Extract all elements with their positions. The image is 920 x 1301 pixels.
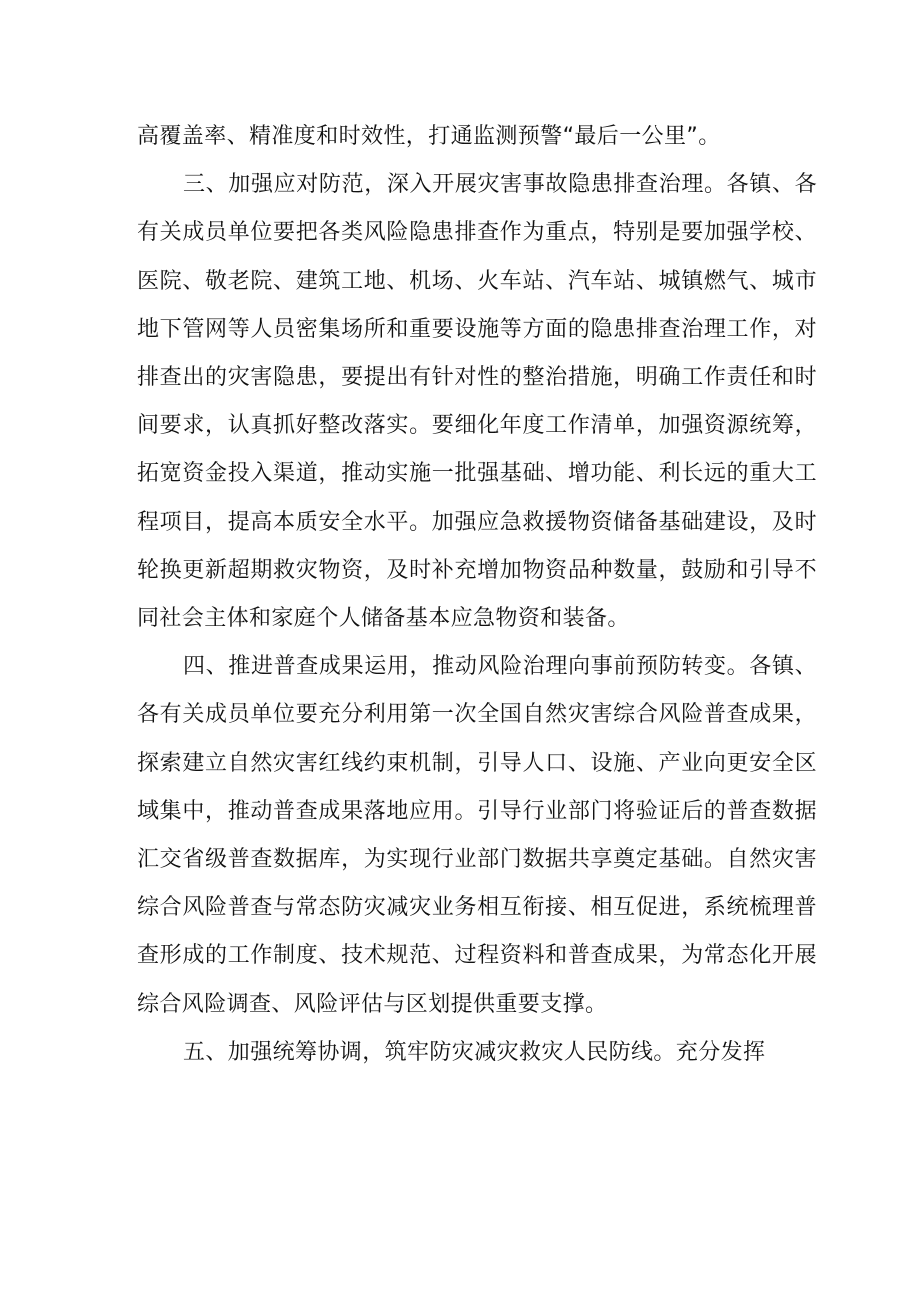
paragraph-section-three: 三、加强应对防范，深入开展灾害事故隐患排查治理。各镇、各有关成员单位要把各类风险隐患排查作为重点，特别是要加强学校、医院、敬老院、建筑工地、机场、火车站、汽车站、城镇燃气、城市地下管网等人员密集场所和重要设施等方面的隐患排查治理工作，对排查出的灾害隐患，要提出有针对性的整治措施，明确工作责任和时间要求，认真抓好整改落实。要细化年度工作清单，加强资源统筹，拓宽资金投入渠道，推动实施一批强基础、增功能、利长远的重大工程项目，提高本质安全水平。加强应急救援物资储备基础建设，及时轮换更新超期救灾物资，及时补充增加物资品种数量，鼓励和引导不同社会主体和家庭个人储备基本应急物资和装备。	[137, 172, 817, 632]
document-body	[137, 113, 817, 1077]
paragraph-section-five: 五、加强统筹协调，筑牢防灾减灾救灾人民防线。充分发挥	[183, 1039, 766, 1065]
paragraph-section-four: 四、推进普查成果运用，推动风险治理向事前预防转变。各镇、各有关成员单位要充分利用第一次全国自然灾害综合风险普查成果，探索建立自然灾害红线约束机制，引导人口、设施、产业向更安全区域集中，推动普查成果落地应用。引导行业部门将验证后的普查数据汇交省级普查数据库，为实现行业部门数据共享奠定基础。自然灾害综合风险普查与常态防灾减灾业务相互衔接、相互促进，系统梳理普查形成的工作制度、技术规范、过程资料和普查成果，为常态化开展综合风险调查、风险评估与区划提供重要支撑。	[137, 654, 817, 1017]
paragraph-continuation: 高覆盖率、精准度和时效性，打通监测预警“最后一公里”。	[137, 124, 721, 149]
